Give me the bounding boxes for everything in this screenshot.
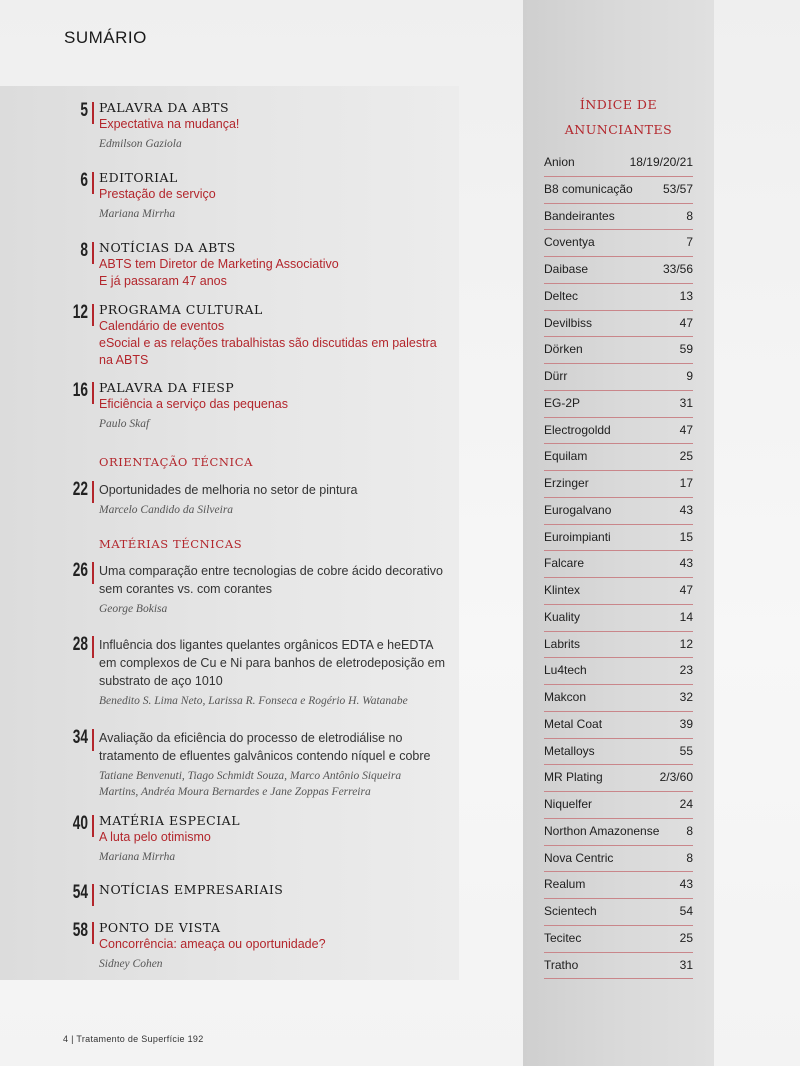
toc-page-number: 8 [80, 240, 88, 261]
toc-entry-body [99, 170, 459, 222]
advertiser-name: Dörken [544, 342, 583, 357]
advertiser-name: Bandeirantes [544, 208, 615, 223]
advertiser-row [544, 418, 693, 445]
category-heading-materias-tecnicas: MATÉRIAS TÉCNICAS [99, 537, 243, 551]
advertiser-name: MR Plating [544, 770, 603, 785]
toc-page-number: 6 [80, 170, 88, 191]
toc-entry-body [99, 380, 459, 432]
advertiser-row [544, 391, 693, 418]
page-title: SUMÁRIO [64, 28, 147, 47]
advertiser-row [544, 792, 693, 819]
advertiser-name: Coventya [544, 235, 595, 250]
advertiser-page: 15 [679, 529, 693, 544]
toc-page-number: 16 [72, 380, 88, 401]
toc-entry-body [99, 813, 459, 865]
toc-divider-bar [92, 636, 94, 658]
advertiser-row [544, 578, 693, 605]
toc-article-title[interactable]: Uma comparação entre tecnologias de cobre ácido decorativo [99, 564, 443, 578]
advertiser-row [544, 605, 693, 632]
advertiser-name: Labrits [544, 636, 581, 651]
toc-article-title[interactable]: sem corantes vs. com corantes [99, 582, 272, 596]
advertiser-name: Metalloys [544, 743, 595, 758]
toc-author: Martins, Andréa Moura Bernardes e Jane Zoppas Ferreira [99, 786, 371, 798]
table-of-contents [0, 86, 459, 980]
advertiser-page: 7 [686, 235, 693, 250]
advertiser-row [544, 204, 693, 231]
toc-entry-body [99, 481, 459, 518]
advertiser-page: 54 [679, 904, 693, 918]
advertiser-row [544, 872, 693, 899]
advertiser-page: 32 [679, 690, 693, 704]
toc-divider-bar [92, 102, 94, 124]
advertiser-row [544, 899, 693, 926]
toc-article-title[interactable]: Prestação de serviço [99, 187, 216, 201]
toc-page-number: 54 [72, 882, 88, 903]
advertiser-page: 18/19/20/21 [629, 155, 693, 169]
advertiser-name: EG-2P [544, 395, 581, 410]
advertiser-page: 8 [686, 850, 693, 865]
advertiser-page: 25 [679, 449, 693, 464]
toc-author: Edmilson Gaziola [99, 138, 182, 150]
toc-section-title: PALAVRA DA ABTS [99, 100, 230, 115]
toc-author: Mariana Mirrha [99, 208, 176, 220]
advertiser-row [544, 257, 693, 284]
toc-divider-bar [92, 304, 94, 326]
toc-divider-bar [92, 242, 94, 264]
toc-page-number: 28 [72, 634, 88, 655]
advertiser-page: 59 [679, 342, 693, 357]
toc-article-title[interactable]: tratamento de efluentes galvânicos contendo níquel e cobre [99, 749, 431, 763]
toc-page-number: 12 [72, 302, 88, 323]
advertiser-name: Metal Coat [544, 716, 603, 731]
advertiser-row [544, 819, 693, 846]
toc-section-title: NOTÍCIAS DA ABTS [99, 240, 236, 255]
toc-author: Benedito S. Lima Neto, Larissa R. Fonseca e Rogério H. Watanabe [99, 695, 408, 707]
index-title [523, 92, 714, 142]
toc-author: Marcelo Candido da Silveira [99, 504, 234, 516]
toc-entry-body [99, 636, 459, 709]
advertiser-page: 2/3/60 [659, 770, 693, 785]
advertiser-page: 14 [679, 609, 693, 624]
advertiser-name: Realum [544, 877, 586, 892]
advertiser-name: Klintex [544, 583, 581, 597]
advertiser-name: Lu4tech [544, 663, 587, 678]
advertiser-row [544, 712, 693, 739]
toc-article-title[interactable]: Avaliação da eficiência do processo de eletrodiálise no [99, 731, 403, 745]
advertiser-page: 47 [679, 583, 693, 597]
index-title-line: ÍNDICE DE [579, 97, 658, 112]
toc-section-title: MATÉRIA ESPECIAL [99, 813, 241, 828]
advertiser-row [544, 926, 693, 953]
toc-page-number: 26 [72, 560, 88, 581]
toc-article-title[interactable]: Expectativa na mudança! [99, 117, 240, 131]
advertiser-row [544, 230, 693, 257]
advertiser-row [544, 311, 693, 338]
advertiser-page: 31 [679, 395, 693, 410]
advertiser-name: Deltec [544, 288, 579, 303]
advertiser-page: 8 [686, 208, 693, 223]
advertiser-page: 47 [679, 422, 693, 437]
index-title-line: ANUNCIANTES [564, 122, 673, 137]
toc-divider-bar [92, 884, 94, 906]
advertiser-page: 8 [686, 823, 693, 838]
toc-article-title[interactable]: em complexos de Cu e Ni para banhos de eletrodeposição em [99, 656, 446, 670]
advertiser-name: Euroimpianti [544, 529, 611, 544]
toc-entry-body [99, 240, 459, 290]
advertiser-row [544, 444, 693, 471]
advertiser-name: B8 comunicação [544, 181, 633, 196]
advertiser-row [544, 284, 693, 311]
toc-article-title[interactable]: A luta pelo otimismo [99, 830, 211, 844]
advertiser-page: 43 [679, 502, 693, 517]
toc-article-title[interactable]: Influência dos ligantes quelantes orgânicos EDTA e heEDTA [99, 638, 434, 652]
advertiser-row [544, 471, 693, 498]
toc-divider-bar [92, 481, 94, 503]
toc-article-title[interactable]: eSocial e as relações trabalhistas são discutidas em palestra [99, 336, 437, 350]
advertiser-page: 31 [679, 957, 693, 972]
toc-article-title[interactable]: E já passaram 47 anos [99, 274, 227, 288]
advertiser-row [544, 177, 693, 204]
toc-divider-bar [92, 815, 94, 837]
advertiser-page: 24 [679, 797, 693, 811]
advertiser-page: 47 [679, 315, 693, 330]
advertiser-row [544, 150, 693, 177]
advertiser-page: 55 [679, 743, 693, 758]
advertiser-name: Dürr [544, 369, 568, 383]
advertiser-name: Equilam [544, 449, 588, 464]
advertiser-row [544, 632, 693, 659]
toc-author: Mariana Mirrha [99, 851, 176, 863]
toc-divider-bar [92, 922, 94, 944]
advertiser-row [544, 658, 693, 685]
advertiser-page: 39 [679, 716, 693, 731]
toc-author: Tatiane Benvenuti, Tiago Schmidt Souza, Marco Antônio Siqueira [99, 770, 402, 782]
toc-article-title[interactable]: ABTS tem Diretor de Marketing Associativo [99, 257, 339, 271]
advertiser-page: 13 [679, 288, 693, 303]
advertiser-row [544, 765, 693, 792]
advertiser-name: Falcare [544, 556, 585, 571]
advertiser-row [544, 846, 693, 873]
advertiser-page: 12 [679, 636, 693, 651]
toc-section-title: EDITORIAL [99, 170, 178, 185]
toc-entry-body [99, 920, 459, 972]
toc-divider-bar [92, 562, 94, 584]
toc-entry-body [99, 729, 459, 800]
advertiser-name: Electrogoldd [544, 422, 611, 437]
advertiser-row [544, 337, 693, 364]
advertisers-index [523, 0, 714, 1066]
toc-article-title[interactable]: Calendário de eventos [99, 319, 225, 333]
toc-page-number: 34 [72, 727, 88, 748]
advertiser-page: 53/57 [662, 181, 693, 196]
toc-author: George Bokisa [99, 603, 168, 615]
advertiser-row [544, 739, 693, 766]
toc-author: Paulo Skaf [99, 418, 150, 430]
advertiser-row [544, 953, 693, 980]
toc-article-title[interactable]: Eficiência a serviço das pequenas [99, 397, 289, 411]
advertiser-name: Daibase [544, 262, 589, 276]
toc-section-title: PONTO DE VISTA [99, 920, 221, 935]
advertiser-page: 9 [686, 369, 693, 383]
advertiser-page: 23 [679, 663, 693, 678]
advertiser-page: 25 [679, 930, 693, 945]
advertiser-name: Anion [544, 155, 575, 169]
toc-page-number: 58 [72, 920, 88, 941]
toc-page-number: 5 [80, 100, 88, 121]
advertiser-page: 43 [679, 556, 693, 571]
page-footer: 4 | Tratamento de Superfície 192 [63, 1034, 204, 1044]
advertiser-row [544, 525, 693, 552]
advertiser-row [544, 551, 693, 578]
advertiser-name: Tratho [544, 957, 579, 972]
toc-divider-bar [92, 729, 94, 751]
advertiser-name: Kuality [544, 609, 581, 624]
advertiser-page: 43 [679, 877, 693, 892]
toc-entry-body [99, 100, 459, 152]
toc-article-title[interactable]: substrato de aço 1010 [99, 674, 223, 688]
advertiser-list [544, 150, 693, 979]
advertiser-name: Tecitec [544, 930, 582, 945]
advertiser-row [544, 685, 693, 712]
advertiser-row [544, 364, 693, 391]
advertiser-page: 17 [679, 476, 693, 490]
advertiser-page: 33/56 [662, 262, 693, 276]
advertiser-name: Scientech [544, 904, 597, 918]
advertiser-name: Makcon [544, 690, 587, 704]
toc-section-title: PROGRAMA CULTURAL [99, 302, 263, 317]
toc-page-number: 40 [72, 813, 88, 834]
toc-page-number: 22 [72, 479, 88, 500]
advertiser-name: Niquelfer [544, 797, 593, 811]
toc-entry-body [99, 302, 459, 369]
toc-divider-bar [92, 382, 94, 404]
toc-section-title: NOTÍCIAS EMPRESARIAIS [99, 882, 284, 897]
toc-divider-bar [92, 172, 94, 194]
advertiser-row [544, 498, 693, 525]
toc-section-title: PALAVRA DA FIESP [99, 380, 235, 395]
toc-author: Sidney Cohen [99, 958, 163, 970]
advertiser-name: Erzinger [544, 476, 589, 490]
toc-article-title[interactable]: na ABTS [99, 353, 149, 367]
advertiser-name: Devilbiss [544, 315, 593, 330]
toc-entry-body [99, 562, 459, 617]
advertiser-name: Nova Centric [544, 850, 614, 865]
category-heading-orientacao-tecnica: ORIENTAÇÃO TÉCNICA [99, 455, 253, 469]
toc-entry-body [99, 882, 459, 898]
toc-article-title[interactable]: Oportunidades de melhoria no setor de pintura [99, 483, 358, 497]
advertiser-name: Northon Amazonense [544, 823, 660, 838]
toc-article-title[interactable]: Concorrência: ameaça ou oportunidade? [99, 937, 326, 951]
advertiser-name: Eurogalvano [544, 502, 612, 517]
